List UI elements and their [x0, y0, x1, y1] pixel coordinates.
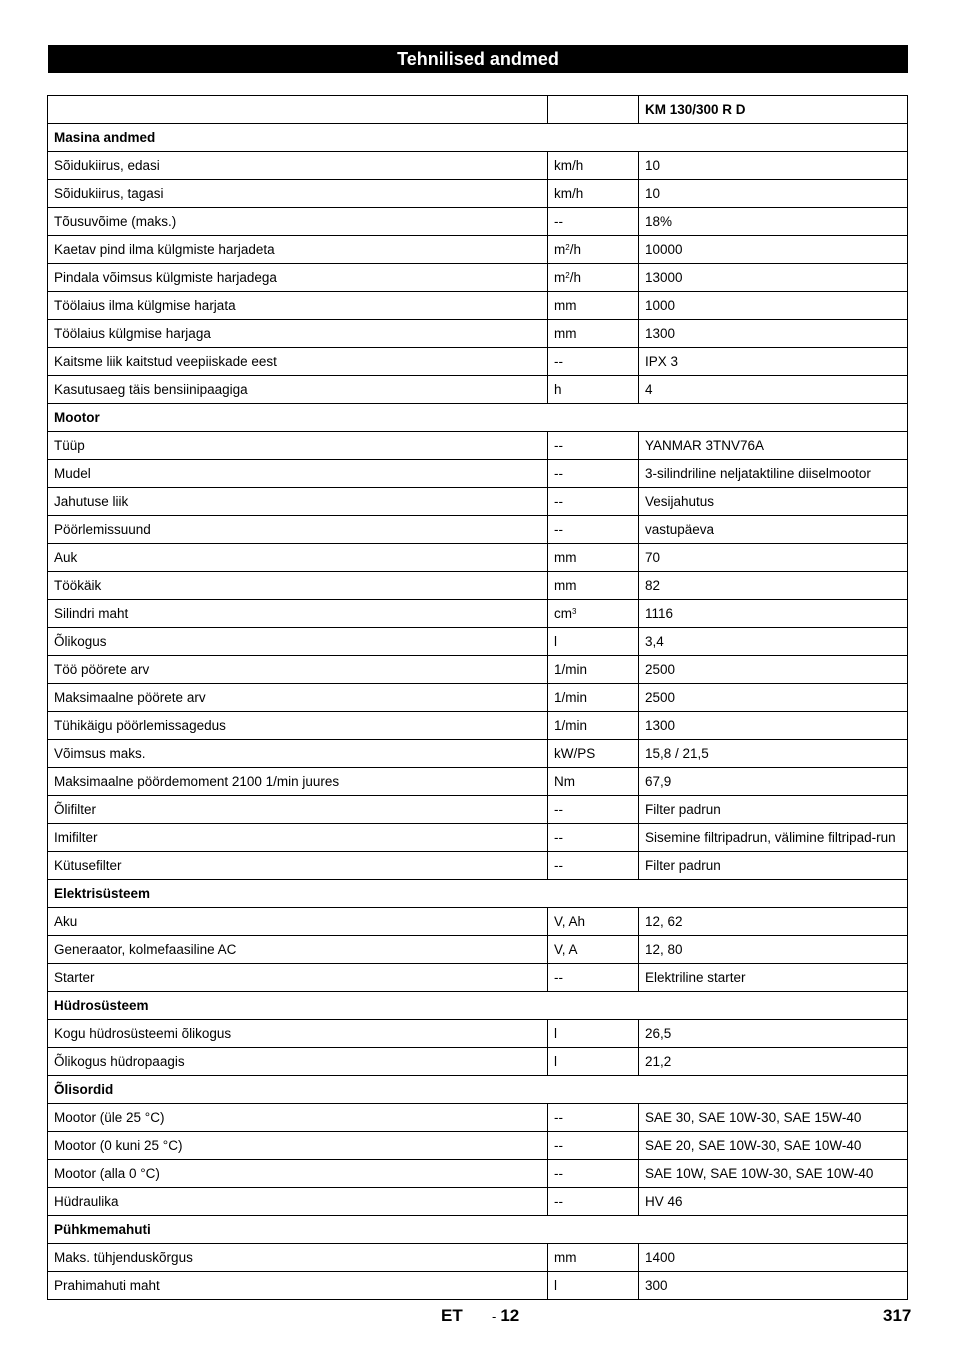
spec-value-cell: Filter padrun [639, 852, 908, 880]
spec-label-cell: Töökäik [48, 572, 548, 600]
spec-value-cell: 18% [639, 208, 908, 236]
spec-value-cell: 26,5 [639, 1020, 908, 1048]
table-row [48, 348, 908, 376]
spec-label-cell: Jahutuse liik [48, 488, 548, 516]
spec-value-cell: 3-silindriline neljataktiline diiselmootor [639, 460, 908, 488]
unit-superscript: 2 [565, 243, 570, 252]
table-row [48, 1104, 908, 1132]
spec-value-cell: 10000 [639, 236, 908, 264]
table-row [48, 628, 908, 656]
spec-label-cell: Maksimaalne pöörete arv [48, 684, 548, 712]
spec-label-cell: Pöörlemissuund [48, 516, 548, 544]
table-row [48, 1020, 908, 1048]
table-row [48, 320, 908, 348]
spec-unit-cell: $cm^3$ [548, 600, 639, 628]
spec-unit-cell: -- [548, 348, 639, 376]
table-row [48, 516, 908, 544]
spec-label-cell: Silindri maht [48, 600, 548, 628]
spec-unit-cell: km/h [548, 152, 639, 180]
spec-value-cell: SAE 30, SAE 10W-30, SAE 15W-40 [639, 1104, 908, 1132]
spec-value-cell: 12, 80 [639, 936, 908, 964]
spec-unit-cell: -- [548, 964, 639, 992]
spec-value-cell: Elektriline starter [639, 964, 908, 992]
section-row [48, 124, 908, 152]
spec-value-cell: Filter padrun [639, 796, 908, 824]
table-row [48, 1272, 908, 1300]
spec-label-cell: Töö pöörete arv [48, 656, 548, 684]
spec-unit-cell: mm [548, 572, 639, 600]
spec-label-cell: Tüüp [48, 432, 548, 460]
spec-value-cell: 1116 [639, 600, 908, 628]
table-row [48, 852, 908, 880]
spec-label-cell: Imifilter [48, 824, 548, 852]
spec-value-cell: vastupäeva [639, 516, 908, 544]
table-row [48, 740, 908, 768]
spec-unit-cell: -- [548, 460, 639, 488]
spec-label-cell: Starter [48, 964, 548, 992]
page-title: Tehnilised andmed [48, 45, 908, 73]
spec-value-cell: 10 [639, 152, 908, 180]
section-heading: Õlisordid [48, 1076, 908, 1104]
spec-unit-cell: -- [548, 1132, 639, 1160]
spec-unit-cell: $m^2/h$ [548, 264, 639, 292]
section-heading: Pühkmemahuti [48, 1216, 908, 1244]
spec-label-cell: Õlikogus [48, 628, 548, 656]
header-unit-cell [548, 96, 639, 124]
table-row [48, 572, 908, 600]
spec-label-cell: Mootor (üle 25 °C) [48, 1104, 548, 1132]
spec-unit-cell: -- [548, 208, 639, 236]
section-row [48, 1216, 908, 1244]
spec-label-cell: Aku [48, 908, 548, 936]
spec-value-cell: 300 [639, 1272, 908, 1300]
spec-value-cell: SAE 10W, SAE 10W-30, SAE 10W-40 [639, 1160, 908, 1188]
spec-unit-cell: -- [548, 852, 639, 880]
spec-value-cell: 2500 [639, 656, 908, 684]
spec-unit-cell: mm [548, 320, 639, 348]
table-row [48, 1132, 908, 1160]
table-row [48, 488, 908, 516]
section-row [48, 880, 908, 908]
section-heading: Elektrisüsteem [48, 880, 908, 908]
spec-value-cell: 1300 [639, 320, 908, 348]
spec-unit-cell: -- [548, 824, 639, 852]
spec-value-cell: 12, 62 [639, 908, 908, 936]
spec-unit-cell: -- [548, 1104, 639, 1132]
spec-value-cell: 3,4 [639, 628, 908, 656]
section-heading: Mootor [48, 404, 908, 432]
spec-value-cell: Sisemine filtripadrun, välimine filtripad-run [639, 824, 908, 852]
spec-unit-cell: l [548, 1272, 639, 1300]
spec-unit-cell: mm [548, 292, 639, 320]
footer-page-number [492, 1306, 519, 1326]
section-row [48, 992, 908, 1020]
table-row [48, 264, 908, 292]
table-header-row [48, 96, 908, 124]
table-row [48, 1160, 908, 1188]
section-heading: Masina andmed [48, 124, 908, 152]
spec-value-cell: 21,2 [639, 1048, 908, 1076]
spec-value-cell: Vesijahutus [639, 488, 908, 516]
spec-unit-cell: -- [548, 796, 639, 824]
spec-label-cell: Kogu hüdrosüsteemi õlikogus [48, 1020, 548, 1048]
spec-label-cell: Mootor (alla 0 °C) [48, 1160, 548, 1188]
table-row [48, 180, 908, 208]
spec-label-cell: Prahimahuti maht [48, 1272, 548, 1300]
table-row [48, 824, 908, 852]
spec-value-cell: 1300 [639, 712, 908, 740]
footer-page-local: 12 [500, 1306, 520, 1325]
spec-label-cell: Hüdraulika [48, 1188, 548, 1216]
spec-label-cell: Tõusuvõime (maks.) [48, 208, 548, 236]
spec-value-cell: 15,8 / 21,5 [639, 740, 908, 768]
footer-language: ET [441, 1306, 463, 1325]
section-heading: Hüdrosüsteem [48, 992, 908, 1020]
spec-label-cell: Sõidukiirus, tagasi [48, 180, 548, 208]
spec-label-cell: Kaitsme liik kaitstud veepiiskade eest [48, 348, 548, 376]
footer-page-total: 317 [883, 1306, 912, 1325]
spec-label-cell: Kütusefilter [48, 852, 548, 880]
spec-label-cell: Mudel [48, 460, 548, 488]
table-row [48, 292, 908, 320]
technical-data-table [47, 95, 908, 1300]
spec-unit-cell: 1/min [548, 656, 639, 684]
spec-label-cell: Õlikogus hüdropaagis [48, 1048, 548, 1076]
spec-value-cell: 70 [639, 544, 908, 572]
header-model-cell: KM 130/300 R D [639, 96, 908, 124]
spec-label-cell: Töölaius külgmise harjaga [48, 320, 548, 348]
spec-label-cell: Auk [48, 544, 548, 572]
spec-label-cell: Kaetav pind ilma külgmiste harjadeta [48, 236, 548, 264]
section-row [48, 404, 908, 432]
spec-unit-cell: l [548, 628, 639, 656]
spec-value-cell: 13000 [639, 264, 908, 292]
table-row [48, 1244, 908, 1272]
table-row [48, 376, 908, 404]
section-row [48, 1076, 908, 1104]
table-row [48, 908, 908, 936]
spec-label-cell: Sõidukiirus, edasi [48, 152, 548, 180]
spec-unit-cell: 1/min [548, 684, 639, 712]
header-label-cell [48, 96, 548, 124]
spec-value-cell: HV 46 [639, 1188, 908, 1216]
spec-value-cell: 67,9 [639, 768, 908, 796]
spec-unit-cell: Nm [548, 768, 639, 796]
spec-unit-cell: h [548, 376, 639, 404]
spec-label-cell: Generaator, kolmefaasiline AC [48, 936, 548, 964]
spec-unit-cell: km/h [548, 180, 639, 208]
table-row [48, 964, 908, 992]
spec-value-cell: 1000 [639, 292, 908, 320]
spec-value-cell: 1400 [639, 1244, 908, 1272]
spec-label-cell: Mootor (0 kuni 25 °C) [48, 1132, 548, 1160]
table-row [48, 936, 908, 964]
spec-unit-cell: -- [548, 488, 639, 516]
table-row [48, 656, 908, 684]
table-row [48, 236, 908, 264]
spec-value-cell: 4 [639, 376, 908, 404]
spec-value-cell: 82 [639, 572, 908, 600]
table-row [48, 460, 908, 488]
spec-value-cell: 2500 [639, 684, 908, 712]
spec-unit-cell: -- [548, 1160, 639, 1188]
table-row [48, 684, 908, 712]
table-row [48, 432, 908, 460]
table-row [48, 1048, 908, 1076]
spec-unit-cell: V, Ah [548, 908, 639, 936]
spec-label-cell: Kasutusaeg täis bensiinipaagiga [48, 376, 548, 404]
table-row [48, 712, 908, 740]
spec-value-cell: 10 [639, 180, 908, 208]
spec-label-cell: Tühikäigu pöörlemissagedus [48, 712, 548, 740]
spec-value-cell: IPX 3 [639, 348, 908, 376]
spec-unit-cell: mm [548, 544, 639, 572]
table-row [48, 768, 908, 796]
spec-unit-cell: 1/min [548, 712, 639, 740]
spec-value-cell: YANMAR 3TNV76A [639, 432, 908, 460]
spec-label-cell: Maksimaalne pöördemoment 2100 1/min juures [48, 768, 548, 796]
table-row [48, 600, 908, 628]
footer-page-dash: - [492, 1309, 497, 1324]
table-row [48, 208, 908, 236]
spec-unit-cell: kW/PS [548, 740, 639, 768]
spec-unit-cell: -- [548, 516, 639, 544]
table-row [48, 796, 908, 824]
spec-unit-cell: l [548, 1048, 639, 1076]
spec-value-cell: SAE 20, SAE 10W-30, SAE 10W-40 [639, 1132, 908, 1160]
spec-label-cell: Töölaius ilma külgmise harjata [48, 292, 548, 320]
spec-unit-cell: -- [548, 1188, 639, 1216]
table-row [48, 1188, 908, 1216]
spec-label-cell: Võimsus maks. [48, 740, 548, 768]
spec-label-cell: Maks. tühjenduskõrgus [48, 1244, 548, 1272]
spec-label-cell: Õlifilter [48, 796, 548, 824]
unit-superscript: 2 [565, 271, 570, 280]
table-row [48, 152, 908, 180]
spec-unit-cell: -- [548, 432, 639, 460]
spec-unit-cell: l [548, 1020, 639, 1048]
spec-label-cell: Pindala võimsus külgmiste harjadega [48, 264, 548, 292]
table-row [48, 544, 908, 572]
unit-superscript: 3 [572, 607, 577, 616]
spec-unit-cell: V, A [548, 936, 639, 964]
spec-unit-cell: $m^2/h$ [548, 236, 639, 264]
spec-unit-cell: mm [548, 1244, 639, 1272]
